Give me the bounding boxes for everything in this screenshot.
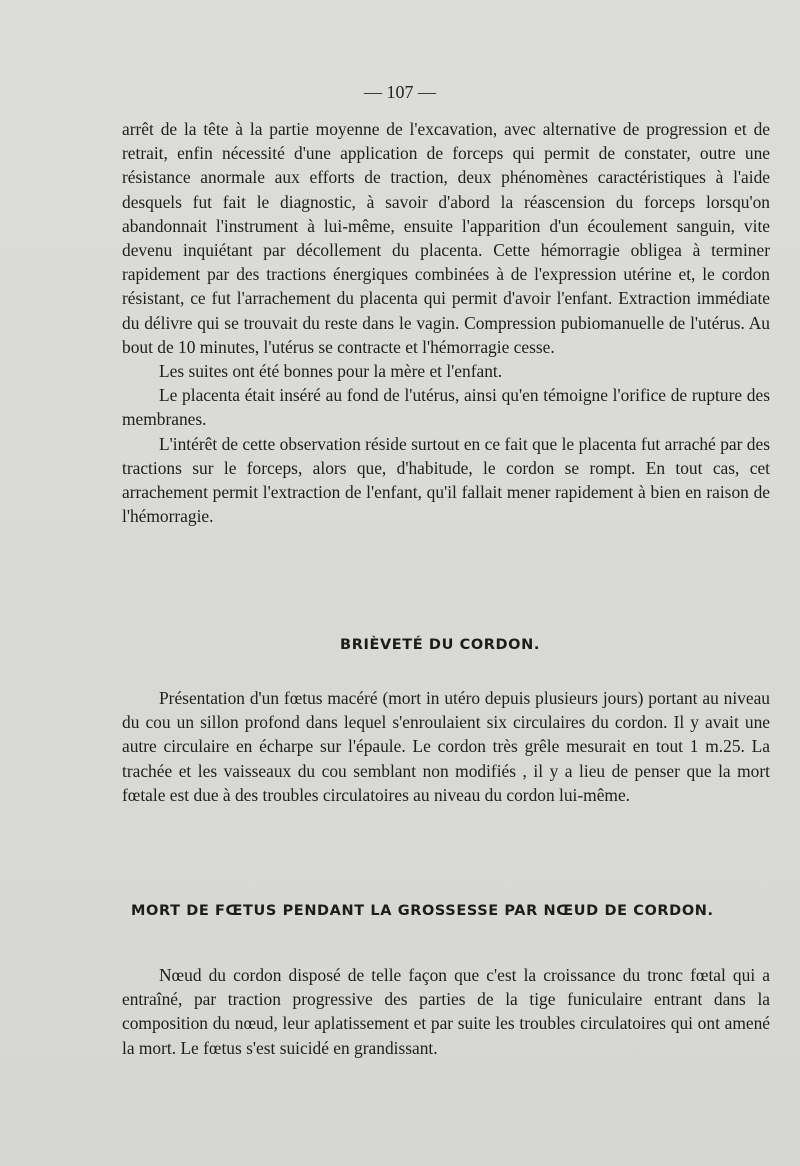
text-block-continuation — [122, 117, 770, 528]
text-block-brievete — [122, 686, 770, 807]
paragraph: Nœud du cordon disposé de telle façon que c'est la croissance du tronc fœtal qui a entraîné, par traction progressive des parties de la tige funiculaire entrant dans la composition du nœud, leur aplatissement et par suite les troubles circulatoires qui ont amené la mort. Le fœtus s'est suicidé en grandissant. — [122, 965, 770, 1058]
text-block-noeud — [122, 963, 770, 1060]
section-heading: BRIÈVETÉ DU CORDON. — [340, 637, 540, 653]
section-heading: MORT DE FŒTUS PENDANT LA GROSSESSE PAR NŒUD DE CORDON. — [131, 903, 714, 919]
page-number: — 107 — — [364, 82, 436, 102]
paragraph: Le placenta était inséré au fond de l'utérus, ainsi qu'en témoigne l'orifice de rupture des membranes. — [122, 385, 770, 430]
paragraph: Présentation d'un fœtus macéré (mort in utéro depuis plusieurs jours) portant au niveau du cou un sillon profond dans lequel s'enroulaient six circulaires du cordon. Il y avait une autre circulaire en écharpe sur l'épaule. Le cordon très grêle mesurait en tout 1 m.25. La trachée et les vaisseaux du cou semblant non modifiés , il y a lieu de penser que la mort fœtale est due à des troubles circulatoires au niveau du cordon lui-même. — [122, 688, 770, 805]
paragraph: L'intérêt de cette observation réside surtout en ce fait que le placenta fut arraché par des tractions sur le forceps, alors que, d'habitude, le cordon se rompt. En tout cas, cet arrachement permit l'extraction de l'enfant, qu'il fallait mener rapidement à bien en raison de l'hémorragie. — [122, 433, 770, 527]
paragraph: arrêt de la tête à la partie moyenne de l'excavation, avec alternative de progression et de retrait, enfin nécessité d'une application de forceps qui permit de constater, outre une résistance anormale aux efforts de traction, deux phénomènes caractéristiques à l'aide desquels fut fait le diagnostic, à savoir d'abord la réascension du forceps lorsqu'on abandonnait l'instrument à lui-même, ensuite l'apparition d'un écoulement sanguin, vite devenu inquiétant par décollement du placenta. Cette hémorragie obligea à terminer rapidement par des tractions énergiques combinées à de l'expression utérine et, le cordon résistant, ce fut l'arrachement du placenta qui permit d'avoir l'enfant. Extraction immédiate du délivre qui se trouvait du reste dans le vagin. Compression pubiomanuelle de l'utérus. Au bout de 10 minutes, l'utérus se contracte et l'hémorragie cesse. — [122, 119, 770, 357]
paragraph: Les suites ont été bonnes pour la mère et l'enfant. — [159, 361, 503, 382]
